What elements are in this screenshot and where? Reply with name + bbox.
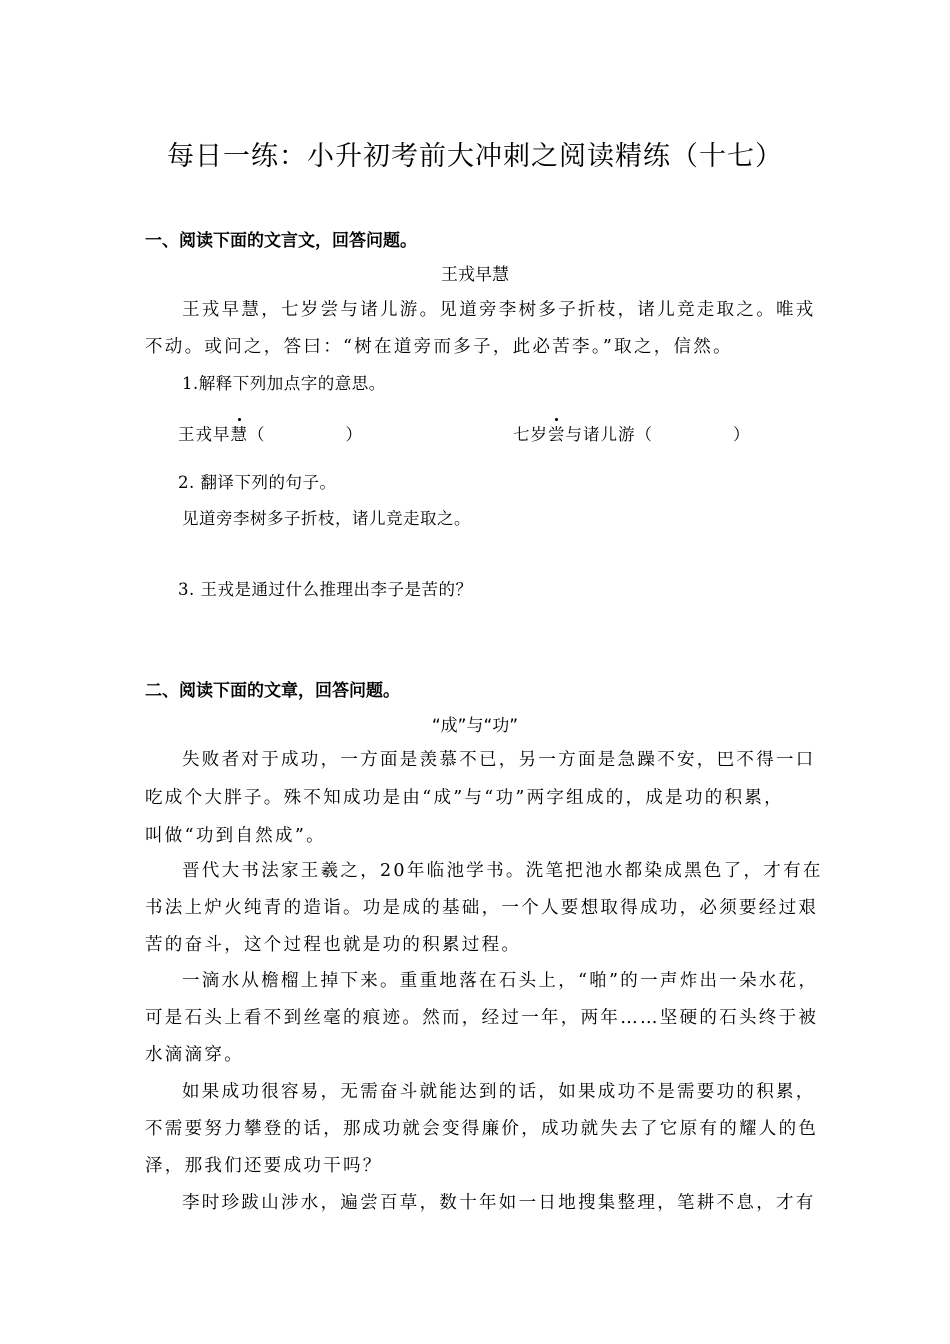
q1-item-2-open-paren: 与诸儿游（: [565, 425, 653, 444]
section1-paragraph-line: 王戎早慧，七岁尝与诸儿游。见道旁李树多子折枝，诸儿竞走取之。唯戎: [182, 300, 816, 320]
article-line: 不需要努力攀登的话，那成功就会变得廉价，成功就失去了它原有的耀人的色: [145, 1119, 819, 1139]
article-line: 可是石头上看不到丝毫的痕迹。然而，经过一年，两年……坚硬的石头终于被: [145, 1008, 819, 1028]
q1-item-1-close-paren: ）: [345, 425, 363, 444]
q1-item-1: [178, 421, 363, 445]
article-line: 一滴水从檐榴上掉下来。重重地落在石头上，“啪”的一声炸出一朵水花，: [182, 971, 819, 991]
article-line: 晋代大书法家王羲之，20年临池学书。洗笔把池水都染成黑色了，才有在: [182, 861, 823, 881]
article-line: 失败者对于成功，一方面是羡慕不已，另一方面是急躁不安，巴不得一口: [182, 750, 816, 770]
question-3: 3. 王戎是通过什么推理出李子是苦的？: [178, 580, 473, 599]
article-line: 李时珍跋山涉水，遍尝百草，数十年如一日地搜集整理，笔耕不息，才有: [182, 1193, 816, 1213]
q1-item-2: [513, 421, 751, 445]
article-line: 苦的奋斗，这个过程也就是功的积累过程。: [145, 935, 522, 955]
q1-item-2-dotted-char: 尝: [548, 425, 566, 444]
section1-heading: 一、阅读下面的文言文，回答问题。: [145, 231, 417, 251]
page-title: 每日一练：小升初考前大冲刺之阅读精练（十七）: [167, 141, 783, 172]
q1-item-1-dotted-char: 慧: [230, 425, 248, 444]
question-1: 1.解释下列加点字的意思。: [182, 374, 386, 393]
article-line: 水滴滴穿。: [145, 1045, 244, 1065]
section2-article-title: “成”与“功”: [431, 716, 519, 736]
q1-item-1-prefix: 王戎早: [178, 425, 231, 444]
article-line: 吃成个大胖子。殊不知成功是由“成”与“功”两字组成的，成是功的积累，: [145, 788, 784, 808]
article-line: 泽，那我们还要成功干吗？: [145, 1156, 383, 1176]
section1-article-title: 王戎早慧: [441, 265, 509, 285]
question-2-sentence: 见道旁李树多子折枝，诸儿竞走取之。: [182, 509, 471, 528]
section2-heading: 二、阅读下面的文章，回答问题。: [145, 681, 400, 701]
q1-item-1-open-paren: （: [248, 425, 266, 444]
q1-item-2-prefix: 七岁: [513, 425, 548, 444]
question-2: 2. 翻译下列的句子。: [178, 473, 337, 492]
article-line: 叫做“功到自然成”。: [145, 826, 326, 846]
section1-paragraph-line: 不动。或问之，答曰：“树在道旁而多子，此必苦李。”取之，信然。: [145, 337, 733, 357]
article-line: 书法上炉火纯青的造诣。功是成的基础，一个人要想取得成功，必须要经过艰: [145, 898, 819, 918]
article-line: 如果成功很容易，无需奋斗就能达到的话，如果成功不是需要功的积累，: [182, 1082, 816, 1102]
q1-item-2-close-paren: ）: [733, 425, 751, 444]
